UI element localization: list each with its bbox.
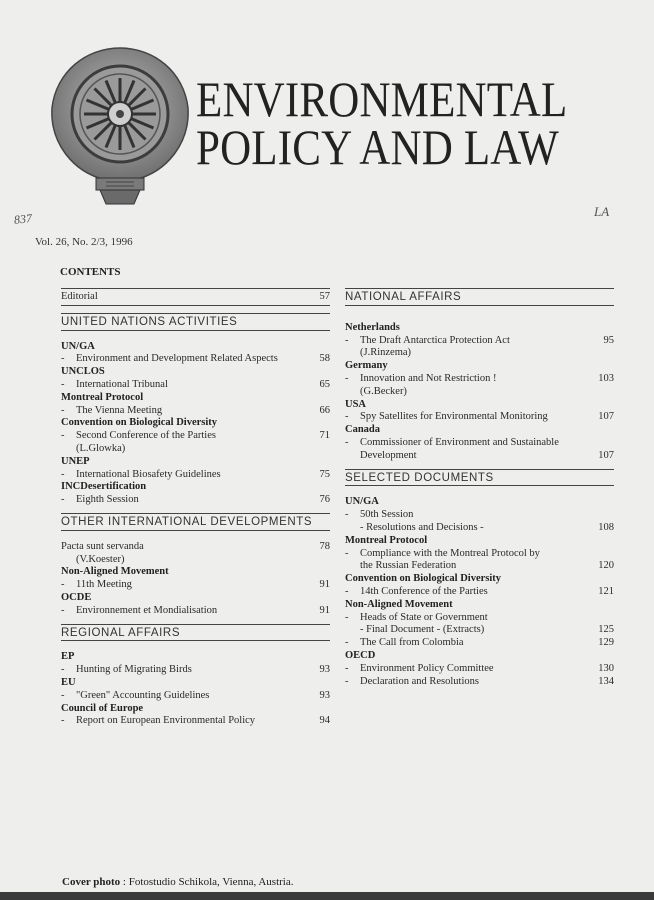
contents-entry[interactable]: - Declaration and Resolutions 134 [345, 675, 614, 687]
contents-entry[interactable]: - Spy Satellites for Environmental Monitoring 107 [345, 411, 614, 423]
entry-title: 50th Session [360, 509, 414, 521]
entry-author: (V.Koester) [76, 553, 125, 565]
contents-right-column [345, 288, 614, 688]
contents-entry[interactable]: - Second Conference of the Parties 71 [61, 430, 330, 442]
page-number: 65 [319, 378, 330, 390]
entry-title: Innovation and Not Restriction ! [360, 372, 497, 384]
contents-entry-continued[interactable] [345, 522, 614, 535]
contents-entry[interactable]: - Environment Policy Committee 130 [345, 662, 614, 674]
page-number: 57 [319, 291, 330, 302]
contents-entry[interactable]: - 14th Conference of the Parties 121 [345, 585, 614, 597]
page-number: 107 [598, 449, 614, 461]
page-number: 78 [319, 540, 330, 552]
group-heading: Montreal Protocol [61, 391, 144, 403]
contents-entry[interactable]: - International Biosafety Guidelines 75 [61, 468, 330, 480]
handwritten-number: 837 [13, 211, 33, 227]
contents-left-column [61, 288, 330, 728]
contents-entry[interactable] [61, 541, 330, 554]
contents-entry[interactable]: - Environment and Development Related Aspects 58 [61, 353, 330, 365]
group-heading: Netherlands [345, 321, 400, 333]
contents-entry[interactable]: - The Call from Colombia 129 [345, 637, 614, 649]
entry-subtitle: - Resolutions and Decisions - [360, 521, 484, 533]
entry-title: Declaration and Resolutions [360, 675, 479, 687]
entry-author: (L.Glowka) [76, 442, 126, 454]
cover-photo-label: Cover photo [62, 876, 121, 888]
page-number: 76 [319, 494, 330, 506]
contents-entry[interactable]: - Eighth Session 76 [61, 494, 330, 506]
section-heading-other-international: OTHER INTERNATIONAL DEVELOPMENTS [61, 513, 330, 531]
group-heading: UNEP [61, 455, 90, 467]
entry-title-continued: Development [360, 449, 417, 461]
page-number: 103 [598, 372, 614, 384]
group-heading: EU [61, 676, 76, 688]
entry-title: The Call from Colombia [360, 637, 464, 649]
page-number: 94 [319, 715, 330, 727]
entry-title: 14th Conference of the Parties [360, 585, 488, 597]
group-heading: Non-Aligned Movement [345, 598, 453, 610]
editorial-label: Editorial [61, 291, 98, 302]
group-heading: Convention on Biological Diversity [345, 573, 502, 585]
page-number: 91 [319, 604, 330, 616]
entry-title: Second Conference of the Parties [76, 430, 216, 442]
group-heading: UN/GA [61, 340, 95, 352]
entry-title: Spy Satellites for Environmental Monitoring [360, 411, 548, 423]
entry-title: Environnement et Mondialisation [76, 604, 218, 616]
page-number: 108 [598, 521, 614, 533]
cover-photo-text: : Fotostudio Schikola, Vienna, Austria. [120, 876, 294, 888]
contents-entry[interactable]: - International Tribunal 65 [61, 378, 330, 390]
page-number: 95 [603, 334, 614, 346]
group-heading: USA [345, 398, 367, 410]
contents-entry-continued[interactable] [345, 450, 614, 463]
entry-title: The Vienna Meeting [76, 404, 163, 416]
group-heading: OECD [345, 649, 376, 661]
contents-entry[interactable]: - "Green" Accounting Guidelines 93 [61, 689, 330, 701]
editorial-entry[interactable] [61, 288, 330, 306]
group-heading: Non-Aligned Movement [61, 566, 169, 578]
page-number: 120 [598, 560, 614, 572]
journal-title-line2: POLICY AND LAW [196, 119, 559, 175]
page-number: 91 [319, 579, 330, 591]
group-heading: OCDE [61, 591, 92, 603]
page-number: 107 [598, 411, 614, 423]
group-heading: Canada [345, 424, 381, 436]
entry-title: International Biosafety Guidelines [76, 468, 221, 480]
handwritten-initials: LA [594, 204, 610, 219]
page-number: 75 [319, 468, 330, 480]
entry-title: International Tribunal [76, 378, 168, 390]
volume-info: Vol. 26, No. 2/3, 1996 [35, 236, 133, 248]
entry-title: The Draft Antarctica Protection Act [360, 334, 510, 346]
entry-title: Compliance with the Montreal Protocol by [360, 547, 540, 559]
entry-title: Hunting of Migrating Birds [76, 664, 192, 676]
section-heading-national: NATIONAL AFFAIRS [345, 288, 614, 306]
entry-author: (J.Rinzema) [360, 347, 412, 359]
contents-entry-continued[interactable] [345, 624, 614, 637]
page-number: 71 [319, 430, 330, 442]
entry-title: "Green" Accounting Guidelines [76, 689, 210, 701]
contents-entry[interactable]: - The Draft Antarctica Protection Act 95 [345, 334, 614, 346]
entry-title: Pacta sunt servanda [61, 540, 144, 552]
group-heading: Montreal Protocol [345, 534, 428, 546]
page-number: 121 [598, 585, 614, 597]
entry-title: Report on European Environmental Policy [76, 715, 256, 727]
group-heading: UNCLOS [61, 366, 105, 378]
contents-entry[interactable]: - Innovation and Not Restriction ! 103 [345, 372, 614, 384]
page-number: 66 [319, 404, 330, 416]
cover-photo-credit [62, 876, 293, 888]
page-number: 58 [319, 353, 330, 365]
section-heading-un: UNITED NATIONS ACTIVITIES [61, 313, 330, 331]
page-number: 130 [598, 662, 614, 674]
group-heading: Germany [345, 360, 388, 372]
group-heading: INCDesertification [61, 481, 147, 493]
entry-title: Commissioner of Environment and Sustainable [360, 436, 559, 448]
contents-entry[interactable]: - Report on European Environmental Policy 94 [61, 715, 330, 727]
group-heading: Council of Europe [61, 702, 144, 714]
entry-title: Eighth Session [76, 494, 139, 506]
entry-title: Heads of State or Government [360, 611, 488, 623]
page-number: 134 [598, 675, 614, 687]
page-number: 125 [598, 624, 614, 636]
contents-entry[interactable]: - Compliance with the Montreal Protocol by [345, 547, 540, 559]
contents-entry-continued[interactable] [345, 560, 614, 573]
entry-subtitle: - Final Document - (Extracts) [360, 624, 485, 636]
entry-title: 11th Meeting [76, 579, 132, 591]
page-number: 129 [598, 637, 614, 649]
section-heading-selected-documents: SELECTED DOCUMENTS [345, 469, 614, 487]
page-number: 93 [319, 689, 330, 701]
entry-title: Environment and Development Related Aspects [76, 353, 278, 365]
group-heading: EP [61, 651, 75, 663]
contents-entry[interactable]: - 11th Meeting 91 [61, 579, 330, 591]
contents-heading: CONTENTS [60, 266, 121, 278]
group-heading: Convention on Biological Diversity [61, 417, 218, 429]
contents-entry[interactable]: - Heads of State or Government [345, 611, 488, 623]
section-heading-regional: REGIONAL AFFAIRS [61, 624, 330, 642]
entry-title-continued: the Russian Federation [360, 560, 457, 572]
contents-entry[interactable]: - The Vienna Meeting 66 [61, 404, 330, 416]
journal-title-line1: ENVIRONMENTAL [196, 71, 568, 127]
entry-title: Environment Policy Committee [360, 662, 494, 674]
page-number: 93 [319, 664, 330, 676]
journal-logo-wheel-icon [46, 42, 194, 212]
contents-entry[interactable]: - Environnement et Mondialisation 91 [61, 604, 330, 616]
entry-author: (G.Becker) [360, 385, 407, 397]
group-heading: UN/GA [345, 496, 379, 508]
contents-entry[interactable]: - 50th Session [345, 509, 414, 521]
contents-entry[interactable]: - Hunting of Migrating Birds 93 [61, 664, 330, 676]
contents-entry[interactable]: - Commissioner of Environment and Sustainable [345, 436, 559, 448]
page-bottom-edge [0, 892, 654, 900]
